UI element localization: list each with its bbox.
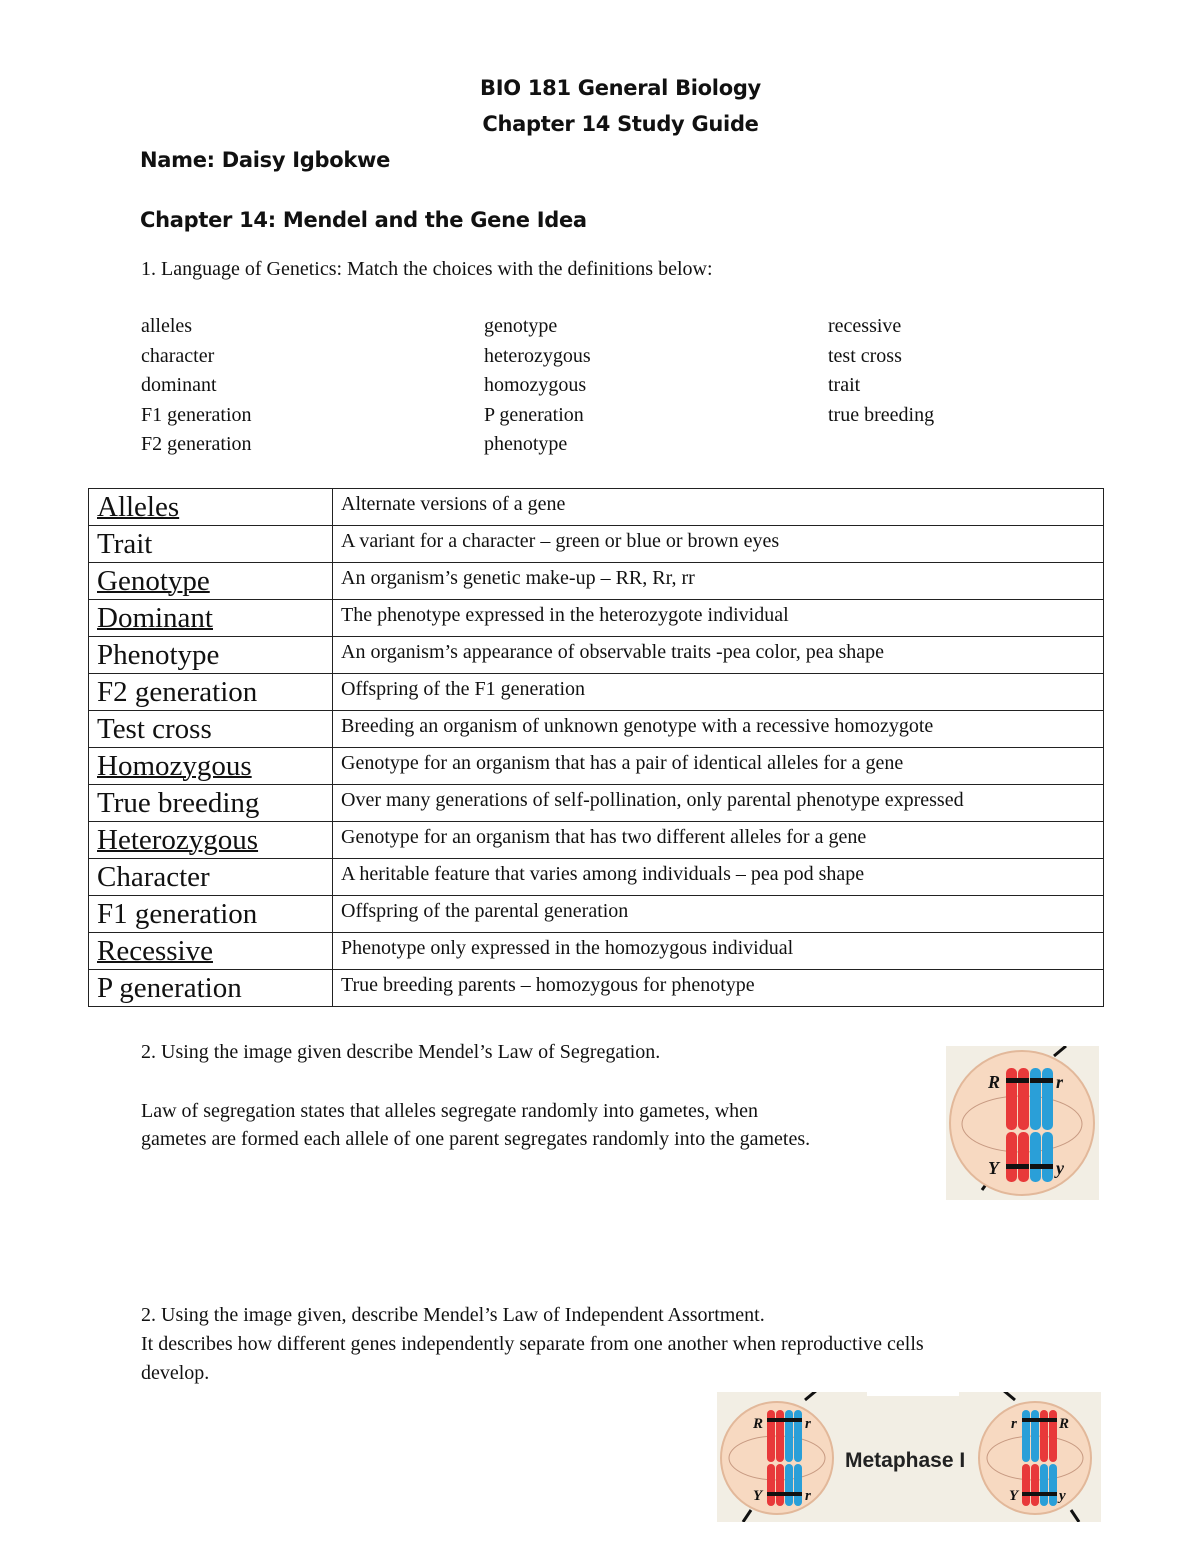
table-row <box>89 896 1104 933</box>
table-row <box>89 822 1104 859</box>
independent-assortment-figure <box>717 1392 1101 1522</box>
definition-cell: Over many generations of self-pollination, only parental phenotype expressed <box>333 785 1104 822</box>
student-name: Name: Daisy Igbokwe <box>140 148 391 172</box>
segregation-figure <box>946 1046 1099 1200</box>
chapter-heading: Chapter 14: Mendel and the Gene Idea <box>140 208 587 232</box>
study-guide-title: Chapter 14 Study Guide <box>482 112 759 136</box>
choice-word: true breeding <box>828 403 935 426</box>
term-cell: Dominant <box>89 600 333 637</box>
svg-text:r: r <box>1011 1416 1017 1432</box>
svg-text:R: R <box>1059 1416 1070 1432</box>
q2-prompt: 2. Using the image given describe Mendel’s Law of Segregation. <box>141 1041 661 1063</box>
definition-cell: Offspring of the parental generation <box>333 896 1104 933</box>
choice-word: dominant <box>141 374 217 396</box>
definition-cell: A variant for a character – green or blue or brown eyes <box>333 526 1104 563</box>
svg-text:r: r <box>805 1488 811 1504</box>
q2-answer-line-1: Law of segregation states that alleles segregate randomly into gametes, when <box>141 1100 759 1122</box>
term-cell: Homozygous <box>89 748 333 785</box>
definition-cell: Phenotype only expressed in the homozygous individual <box>333 933 1104 970</box>
definition-cell: A heritable feature that varies among individuals – pea pod shape <box>333 859 1104 896</box>
table-row <box>89 674 1104 711</box>
term-cell: Heterozygous <box>89 822 333 859</box>
term-cell: Genotype <box>89 563 333 600</box>
choice-word: P generation <box>484 403 584 426</box>
table-row <box>89 711 1104 748</box>
definition-cell: An organism’s appearance of observable traits -pea color, pea shape <box>333 637 1104 674</box>
table-row <box>89 526 1104 563</box>
definition-cell: The phenotype expressed in the heterozygote individual <box>333 600 1104 637</box>
svg-text:R: R <box>988 1072 1001 1092</box>
table-row <box>89 600 1104 637</box>
choice-word: genotype <box>484 315 558 337</box>
definition-cell: Alternate versions of a gene <box>333 489 1104 526</box>
definition-cell: An organism’s genetic make-up – RR, Rr, rr <box>333 563 1104 600</box>
definition-cell: Genotype for an organism that has a pair of identical alleles for a gene <box>333 748 1104 785</box>
q3-prompt: 2. Using the image given, describe Mendel’s Law of Independent Assortment. <box>141 1304 765 1326</box>
q3-answer-line-2: develop. <box>141 1362 210 1384</box>
definition-cell: Genotype for an organism that has two different alleles for a gene <box>333 822 1104 859</box>
definition-cell: Offspring of the F1 generation <box>333 674 1104 711</box>
course-title: BIO 181 General Biology <box>480 76 761 100</box>
term-cell: F2 generation <box>89 674 333 711</box>
q3-answer-line-1: It describes how different genes independently separate from one another when reproductive cells <box>141 1333 924 1355</box>
term-cell: Character <box>89 859 333 896</box>
term-cell: Trait <box>89 526 333 563</box>
cell-diagram-icon <box>946 1046 1099 1200</box>
choice-word: homozygous <box>484 374 587 396</box>
term-cell: Test cross <box>89 711 333 748</box>
table-row <box>89 489 1104 526</box>
choice-word: trait <box>828 374 861 396</box>
svg-text:y: y <box>1059 1488 1066 1504</box>
metaphase-label: Metaphase I <box>845 1449 966 1472</box>
term-cell: Phenotype <box>89 637 333 674</box>
term-cell: Alleles <box>89 489 333 526</box>
choice-word: alleles <box>141 315 193 337</box>
choices-column-1 <box>141 312 252 460</box>
term-cell: Recessive <box>89 933 333 970</box>
q2-answer-line-2: gametes are formed each allele of one parent segregates randomly into the gametes. <box>141 1128 811 1150</box>
choice-word: phenotype <box>484 433 568 455</box>
choices-column-3 <box>828 312 934 430</box>
choice-word: character <box>141 344 215 367</box>
table-row <box>89 748 1104 785</box>
svg-text:r: r <box>1056 1072 1064 1092</box>
table-row <box>89 563 1104 600</box>
table-row <box>89 933 1104 970</box>
table-row <box>89 785 1104 822</box>
definition-cell: True breeding parents – homozygous for phenotype <box>333 970 1104 1007</box>
svg-text:Y: Y <box>988 1158 999 1178</box>
term-cell: F1 generation <box>89 896 333 933</box>
choices-column-2 <box>484 312 591 460</box>
choice-word: F1 generation <box>141 403 252 426</box>
svg-text:Y: Y <box>1009 1488 1019 1504</box>
definition-cell: Breeding an organism of unknown genotype with a recessive homozygote <box>333 711 1104 748</box>
term-cell: True breeding <box>89 785 333 822</box>
svg-text:Y: Y <box>753 1488 763 1504</box>
choice-word: test cross <box>828 344 902 367</box>
term-cell: P generation <box>89 970 333 1007</box>
table-row <box>89 859 1104 896</box>
q1-prompt: 1. Language of Genetics: Match the choices with the definitions below: <box>141 258 713 280</box>
table-row <box>89 970 1104 1007</box>
choice-word: F2 generation <box>141 433 252 455</box>
svg-text:y: y <box>1056 1158 1064 1178</box>
table-row <box>89 637 1104 674</box>
svg-text:R: R <box>753 1416 764 1432</box>
choice-word: heterozygous <box>484 344 591 367</box>
choice-word: recessive <box>828 315 902 337</box>
svg-text:r: r <box>805 1416 811 1432</box>
definitions-table <box>88 488 1104 1007</box>
